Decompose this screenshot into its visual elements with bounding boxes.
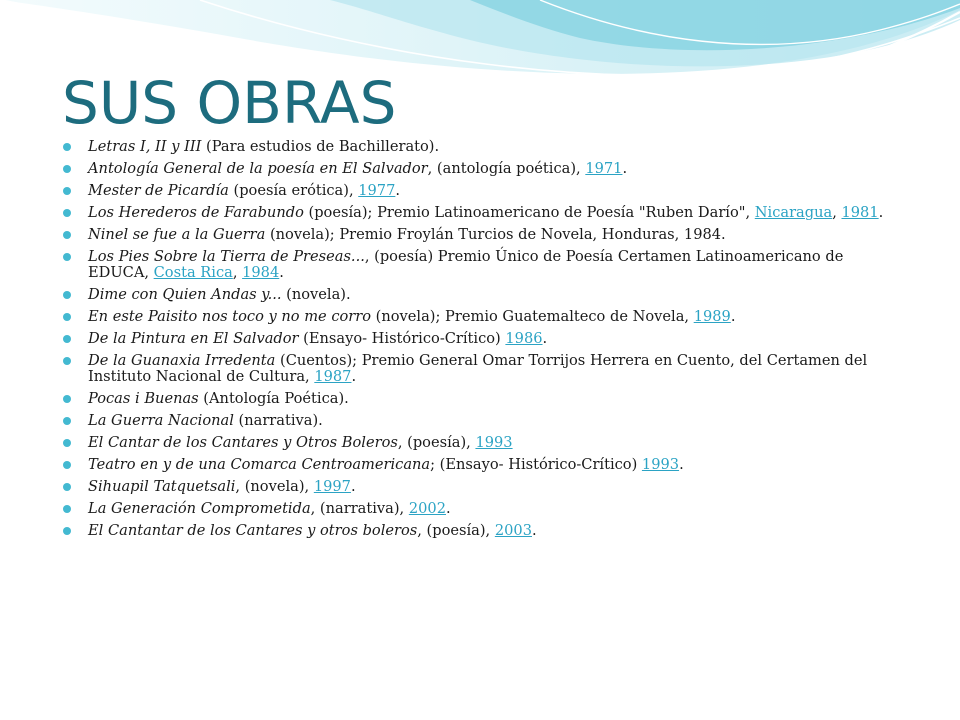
work-description: (novela). xyxy=(281,286,351,303)
work-description: , (poesía), xyxy=(397,434,476,451)
work-list-item xyxy=(88,479,908,495)
work-title: Los Pies Sobre la Tierra de Preseas... xyxy=(88,248,365,265)
work-description: (Cuentos); Premio General Omar Torrijos Herrera en Cuento, del Certamen del Instituto Nacional de Cultura, xyxy=(88,352,868,385)
work-title: El Cantar de los Cantares y Otros Boleros xyxy=(88,434,398,451)
work-description: , (novela), xyxy=(235,478,314,495)
work-title: Dime con Quien Andas y... xyxy=(88,286,282,303)
work-list-item xyxy=(88,249,908,281)
work-description: (novela); Premio Froylán Turcios de Novela, Honduras, 1984. xyxy=(265,226,726,243)
work-description: , (poesía), xyxy=(417,522,495,539)
work-list-item xyxy=(88,435,908,451)
work-tail: . xyxy=(730,308,736,325)
work-link[interactable]: 1986 xyxy=(505,330,543,347)
work-list-item xyxy=(88,227,908,243)
work-title: La Generación Comprometida xyxy=(88,500,311,517)
work-title: Teatro en y de una Comarca Centroamericana xyxy=(88,456,431,473)
work-list-item xyxy=(88,353,908,385)
work-list-item xyxy=(88,205,908,221)
work-list-item xyxy=(88,523,908,539)
link-separator: , xyxy=(832,204,842,221)
work-list-item xyxy=(88,287,908,303)
work-tail: . xyxy=(531,522,537,539)
work-tail: . xyxy=(679,456,684,473)
work-description: (novela); Premio Guatemalteco de Novela, xyxy=(371,308,694,325)
work-tail: . xyxy=(279,264,284,281)
work-tail: . xyxy=(350,478,356,495)
work-tail: . xyxy=(445,500,451,517)
work-list-item xyxy=(88,413,908,429)
work-list-item xyxy=(88,183,908,199)
work-list-item xyxy=(88,161,908,177)
work-link[interactable]: 2003 xyxy=(494,522,532,539)
work-link[interactable]: 1987 xyxy=(314,368,352,385)
work-link[interactable]: 2002 xyxy=(408,500,446,517)
work-list-item xyxy=(88,309,908,325)
work-tail: . xyxy=(395,182,401,199)
work-description: (poesía); Premio Latinoamericano de Poesía "Ruben Darío", xyxy=(303,204,755,221)
work-title: Pocas i Buenas xyxy=(88,390,199,407)
work-description: , (poesía) Premio Único de Poesía Certamen Latinoamericano de EDUCA, xyxy=(88,248,844,281)
work-title: Ninel se fue a la Guerra xyxy=(88,226,266,243)
link-separator: , xyxy=(232,264,243,281)
work-description: (poesía erótica), xyxy=(228,182,359,199)
work-description: (Ensayo- Histórico-Crítico) xyxy=(298,330,506,347)
work-title: Antología General de la poesía en El Salvador xyxy=(88,160,428,177)
work-title: De la Guanaxia Irredenta xyxy=(88,352,276,369)
work-description: (Para estudios de Bachillerato). xyxy=(201,138,440,155)
work-link[interactable]: 1997 xyxy=(313,478,351,495)
work-link[interactable]: Nicaragua xyxy=(754,204,833,221)
work-title: En este Paisito nos toco y no me corro xyxy=(88,308,372,325)
work-description: (Antología Poética). xyxy=(198,390,349,407)
work-tail: . xyxy=(351,368,357,385)
work-link[interactable]: 1993 xyxy=(475,434,513,451)
work-list-item xyxy=(88,391,908,407)
work-tail: . xyxy=(542,330,548,347)
work-link[interactable]: 1993 xyxy=(641,456,680,473)
works-list xyxy=(88,139,908,545)
work-title: De la Pintura en El Salvador xyxy=(88,330,299,347)
work-description: , (antología poética), xyxy=(427,160,586,177)
work-link[interactable]: 1977 xyxy=(358,182,396,199)
work-link[interactable]: 1984 xyxy=(242,264,280,281)
work-title: El Cantantar de los Cantares y otros boleros xyxy=(88,522,418,539)
work-description: (narrativa). xyxy=(233,412,323,429)
work-description: , (narrativa), xyxy=(310,500,409,517)
work-title: Letras I, II y III xyxy=(88,138,202,155)
work-link[interactable]: 1989 xyxy=(693,308,731,325)
work-link[interactable]: 1971 xyxy=(585,160,623,177)
work-description: ; (Ensayo- Histórico-Crítico) xyxy=(430,456,642,473)
work-list-item xyxy=(88,457,908,473)
slide-title: SUS OBRAS xyxy=(62,69,397,137)
work-title: Los Herederos de Farabundo xyxy=(88,204,304,221)
work-tail: . xyxy=(878,204,884,221)
work-tail: . xyxy=(622,160,628,177)
work-list-item xyxy=(88,139,908,155)
work-list-item xyxy=(88,501,908,517)
work-title: Mester de Picardía xyxy=(88,182,229,199)
work-title: Sihuapil Tatquetsali xyxy=(88,478,236,495)
work-link[interactable]: 1981 xyxy=(841,204,879,221)
work-list-item xyxy=(88,331,908,347)
work-link[interactable]: Costa Rica xyxy=(153,264,233,281)
work-title: La Guerra Nacional xyxy=(88,412,234,429)
